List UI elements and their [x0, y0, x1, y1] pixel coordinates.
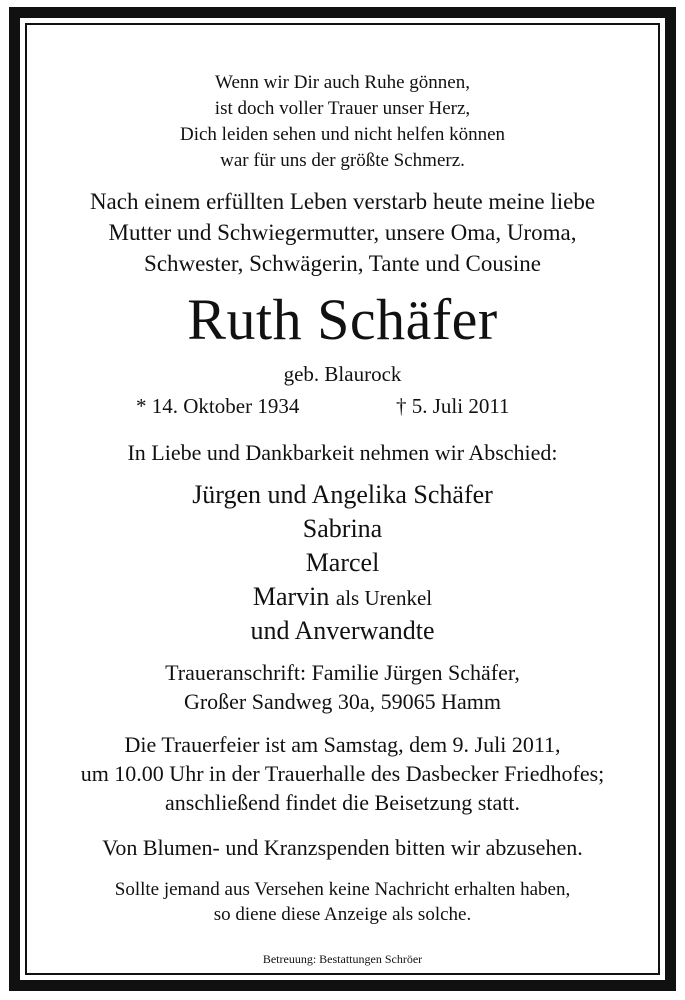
address-line: Traueranschrift: Familie Jürgen Schäfer, [165, 660, 520, 685]
birth-name: geb. Blaurock [283, 362, 402, 386]
poem-line: Dich leiden sehen und nicht helfen können [179, 124, 505, 145]
ceremony-line: anschließend findet die Beisetzung statt. [165, 790, 520, 815]
poem-line: war für uns der größte Schmerz. [220, 150, 465, 171]
life-dates [20, 392, 665, 420]
ceremony-line: um 10.00 Uhr in der Trauerhalle des Dasbecker Friedhofes; [80, 761, 605, 786]
birth-date: * 14. Oktober 1934 [136, 394, 300, 418]
mourner-name: Marvin [252, 582, 330, 611]
mourner-line: Jürgen und Angelika Schäfer [192, 480, 493, 509]
notice-line: Sollte jemand aus Versehen keine Nachricht erhalten haben, [114, 879, 571, 900]
intro-line: Schwester, Schwägerin, Tante und Cousine [144, 251, 541, 276]
mourner-note: als Urenkel [335, 586, 433, 610]
death-date: † 5. Juli 2011 [396, 394, 510, 418]
address-line: Großer Sandweg 30a, 59065 Hamm [183, 689, 502, 714]
mourner-line: Marcel [305, 548, 380, 577]
mourner-line: und Anverwandte [250, 616, 435, 645]
notice-line: so diene diese Anzeige als solche. [213, 904, 472, 925]
mourner-line: Sabrina [302, 514, 383, 543]
obituary-content [20, 18, 665, 980]
intro-line: Mutter und Schwiegermutter, unsere Oma, Uroma, [108, 220, 577, 245]
outer-border [9, 7, 676, 991]
farewell-text: In Liebe und Dankbarkeit nehmen wir Abschied: [127, 440, 558, 465]
poem-line: ist doch voller Trauer unser Herz, [214, 98, 471, 119]
undertaker-credit: Betreuung: Bestattungen Schröer [262, 952, 423, 966]
deceased-name: Ruth Schäfer [187, 287, 498, 352]
poem-line: Wenn wir Dir auch Ruhe gönnen, [215, 72, 470, 93]
intro-line: Nach einem erfüllten Leben verstarb heute meine liebe [89, 189, 596, 214]
flowers-note: Von Blumen- und Kranzspenden bitten wir abzusehen. [102, 835, 583, 860]
mourner-line [20, 580, 665, 615]
ceremony-line: Die Trauerfeier ist am Samstag, dem 9. Juli 2011, [124, 732, 561, 757]
